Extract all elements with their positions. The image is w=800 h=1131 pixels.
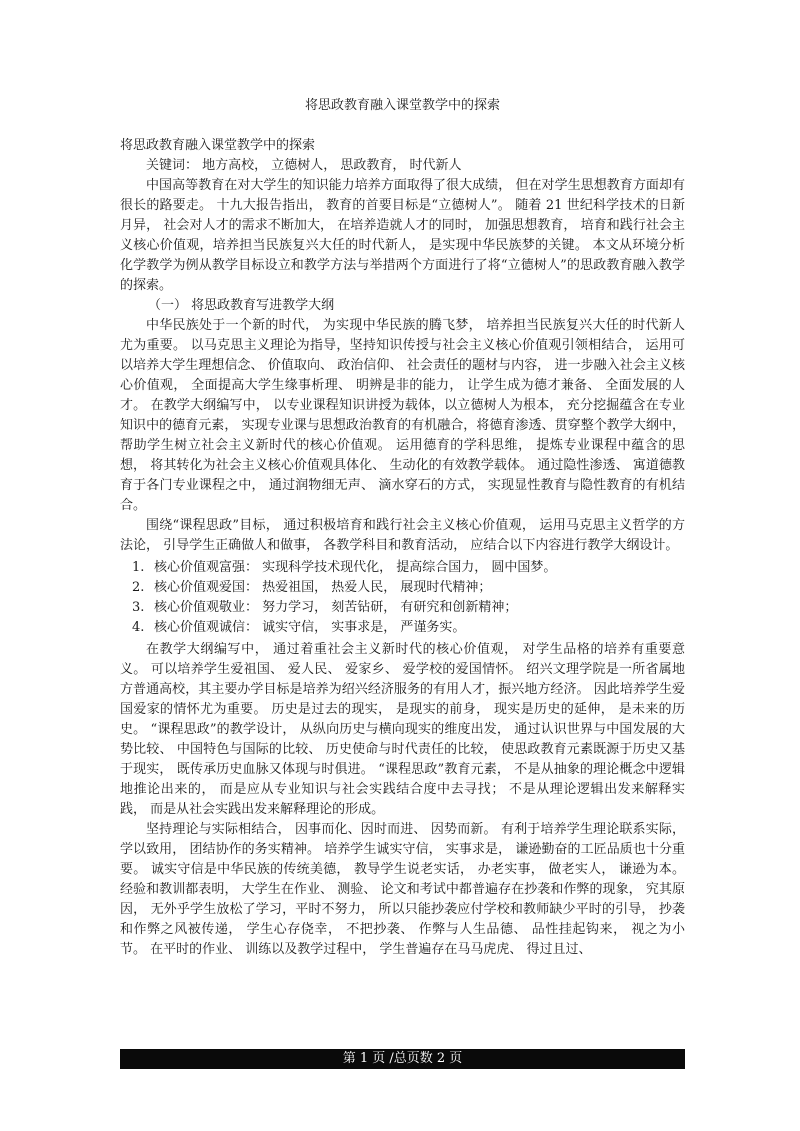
paragraph-syllabus: 中华民族处于一个新的时代， 为实现中华民族的腾飞梦， 培养担当民族复兴大任的时代新人尤为重要。 以马克思主义理论为指导，坚持知识传授与社会主义核心价值观引领相结合， 运用可以培养大学生理想信念、 价值取向、 政治信仰、 社会责任的题材与内容， 进一步融入社会主义核心价值观， 全面提高大学生缘事析理、 明辨是非的能力， 让学生成为德才兼备、 全面发展的人才。 在教学大纲编写中， 以专业课程知识讲授为载体，以立德树人为根本， 充分挖掘蕴含在专业知识中的德育元素， 实现专业课与思想政治教育的有机融合，将德育渗透、贯穿整个教学大纲中， 帮助学生树立社会主义新时代的核心价值观。 运用德育的学科思维， 提炼专业课程中蕴含的思想， 将其转化为社会主义核心价值观具体化、 生动化的有效教学载体。 通过隐性渗透、 寓道德教育于各门专业课程之中， 通过润物细无声、 滴水穿石的方式， 实现显性教育与隐性教育的有机结合。 <box>120 318 685 513</box>
core-values-list <box>120 558 685 638</box>
page-footer: 第 1 页 /总页数 2 页 <box>120 1049 685 1069</box>
list-item: 3. 核心价值观敬业： 努力学习， 刻苦钻研， 有研究和创新精神； <box>132 600 518 615</box>
paragraph-patriotism: 在教学大纲编写中， 通过着重社会主义新时代的核心价值观， 对学生品格的培养有重要意义。 可以培养学生爱祖国、 爱人民、 爱家乡、 爱学校的爱国情怀。 绍兴文理学院是一所省属地方普通高校，其主要办学目标是培养为绍兴经济服务的有用人才，振兴地方经济。 因此培养学生爱国爱家的情怀尤为重要。 历史是过去的现实， 是现实的前身， 现实是历史的延伸， 是未来的历史。 “课程思政”的教学设计， 从纵向历史与横向现实的维度出发， 通过认识世界与中国发展的大势比较、 中国特色与国际的比较、 历史使命与时代责任的比较， 使思政教育元素既源于历史又基于现实， 既传承历史血脉又体现与时俱进。 “课程思政”教育元素， 不是从抽象的理论概念中逻辑地推论出来的， 而是应从专业知识与社会实践结合度中去寻找； 不是从理论逻辑出发来解释实践， 而是从社会实践出发来解释理论的形成。 <box>120 642 685 817</box>
document-page <box>120 96 685 960</box>
paragraph-course-goal: 围绕“课程思政”目标， 通过积极培育和践行社会主义核心价值观， 运用马克思主义哲学的方法论， 引导学生正确做人和做事， 各教学科目和教育活动， 应结合以下内容进行教学大纲设计。 <box>120 518 685 553</box>
paragraph-intro: 中国高等教育在对大学生的知识能力培养方面取得了很大成绩， 但在对学生思想教育方面却有很长的路要走。 十九大报告指出， 教育的首要目标是“立德树人”。 随着 21 世纪科学技术的日新月异， 社会对人才的需求不断加大， 在培养造就人才的同时， 加强思想教育， 培育和践行社会主义核心价值观，培养担当民族复兴大任的时代新人， 是实现中华民族梦的关键。 本文从环境分析化学教学为例从教学目标设立和教学方法与举措两个方面进行了将“立德树人”的思政教育融入教学的探索。 <box>120 178 685 293</box>
section-heading: （一） 将思政教育写进教学大纲 <box>148 298 335 313</box>
document-title: 将思政教育融入课堂教学中的探索 <box>304 98 500 113</box>
paragraph-practice: 坚持理论与实际相结合， 因事而化、因时而进、 因势而新。 有利于培养学生理论联系实际，学以致用， 团结协作的务实精神。 培养学生诚实守信， 实事求是， 谦逊勤奋的工匠品质也十分重要。 诚实守信是中华民族的传统美德， 教导学生说老实话， 办老实事， 做老实人， 谦逊为本。 经验和教训都表明， 大学生在作业、 测验、 论文和考试中都普遍存在抄袭和作弊的现象， 究其原因， 无外乎学生放松了学习，平时不努力， 所以只能抄袭应付学校和教师缺少平时的引导， 抄袭和作弊之风被传递， 学生心存侥幸， 不把抄袭、 作弊与人生品德、 品性挂起钩来， 视之为小节。 在平时的作业、 训练以及教学过程中， 学生普遍存在马马虎虎、 得过且过、 <box>120 822 685 957</box>
list-item: 4. 核心价值观诚信： 诚实守信， 实事求是， 严谨务实。 <box>132 620 466 635</box>
list-item: 1. 核心价值观富强： 实现科学技术现代化， 提高综合国力， 圆中国梦。 <box>132 560 557 575</box>
list-item: 2. 核心价值观爱国： 热爱祖国， 热爱人民， 展现时代精神； <box>132 580 492 595</box>
article-heading: 将思政教育融入课堂教学中的探索 <box>120 138 316 153</box>
keywords-line: 关键词： 地方高校， 立德树人， 思政教育， 时代新人 <box>146 158 462 173</box>
